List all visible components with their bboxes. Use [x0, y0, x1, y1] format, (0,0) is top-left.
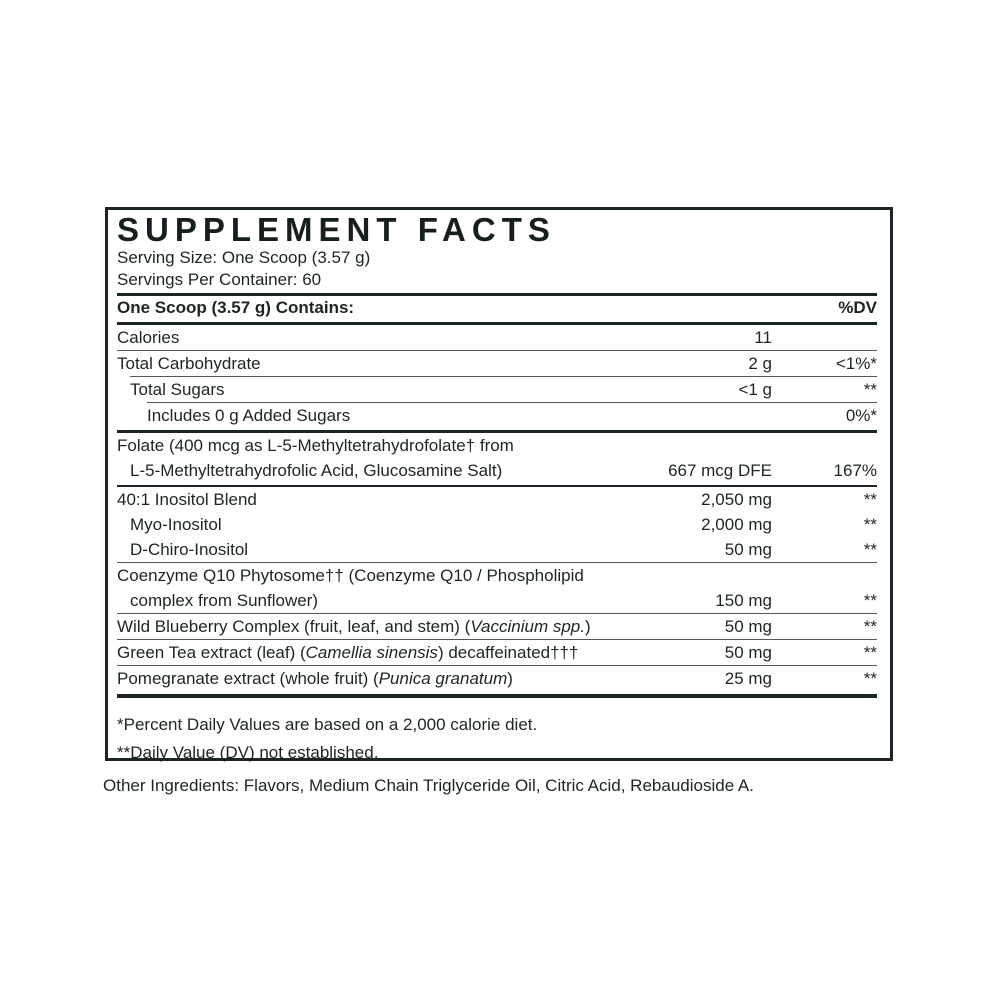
- nutrient-name: 40:1 Inositol Blend: [117, 490, 257, 509]
- footnote-daily-values: *Percent Daily Values are based on a 2,000 calorie diet.: [117, 715, 538, 734]
- table-header-row: [117, 296, 877, 320]
- nutrient-row: [117, 588, 877, 613]
- nutrient-name: Total Carbohydrate: [117, 354, 261, 373]
- nutrient-row: [117, 433, 877, 458]
- nutrient-dv: <1%*: [835, 354, 877, 373]
- nutrient-amount: 150 mg: [715, 591, 772, 610]
- nutrient-amount: <1 g: [738, 380, 772, 399]
- nutrient-name: Wild Blueberry Complex (fruit, leaf, and stem) (Vaccinium spp.): [117, 617, 591, 636]
- nutrient-dv: **: [863, 515, 877, 534]
- nutrient-name: L-5-Methyltetrahydrofolic Acid, Glucosamine Salt): [130, 461, 503, 480]
- nutrient-row: [117, 614, 877, 639]
- nutrient-amount: 11: [754, 328, 772, 347]
- nutrient-amount: 50 mg: [724, 643, 772, 662]
- nutrient-row: [117, 458, 877, 483]
- contains-column-header: One Scoop (3.57 g) Contains:: [117, 298, 355, 317]
- nutrient-amount: 667 mcg DFE: [668, 461, 772, 480]
- nutrient-dv: **: [863, 591, 877, 610]
- panel-title: SUPPLEMENT FACTS: [117, 211, 556, 248]
- nutrient-row: [117, 537, 877, 562]
- nutrient-dv: **: [863, 490, 877, 509]
- supplement-facts-panel: [105, 207, 893, 761]
- nutrient-row: [117, 325, 877, 350]
- nutrient-amount: 50 mg: [724, 540, 772, 559]
- nutrient-row: [117, 563, 877, 588]
- nutrient-amount: 50 mg: [724, 617, 772, 636]
- nutrient-row: [117, 403, 877, 428]
- nutrient-amount: 2,000 mg: [701, 515, 772, 534]
- nutrient-dv: **: [863, 540, 877, 559]
- serving-size: Serving Size: One Scoop (3.57 g): [117, 248, 371, 267]
- nutrient-amount: 2,050 mg: [701, 490, 772, 509]
- other-ingredients: Other Ingredients: Flavors, Medium Chain Triglyceride Oil, Citric Acid, Rebaudioside A.: [103, 776, 754, 795]
- nutrient-name: Myo-Inositol: [130, 515, 222, 534]
- nutrient-row: [117, 640, 877, 665]
- nutrient-dv: 0%*: [845, 406, 877, 425]
- dv-column-header: %DV: [838, 298, 877, 317]
- nutrient-row: [117, 512, 877, 537]
- footnotes: [117, 711, 877, 767]
- nutrient-rows: [117, 322, 877, 691]
- nutrient-name: Green Tea extract (leaf) (Camellia sinensis) decaffeinated†††: [117, 643, 579, 662]
- nutrient-dv: **: [863, 669, 877, 688]
- nutrient-row: [117, 666, 877, 691]
- nutrient-dv: 167%: [833, 461, 877, 480]
- nutrient-name: Coenzyme Q10 Phytosome†† (Coenzyme Q10 / Phospholipid: [117, 566, 584, 585]
- nutrient-name: complex from Sunflower): [130, 591, 319, 610]
- nutrient-name: Folate (400 mcg as L-5-Methyltetrahydrofolate† from: [117, 436, 514, 455]
- nutrient-name: Pomegranate extract (whole fruit) (Punica granatum): [117, 669, 513, 688]
- nutrient-row: [117, 377, 877, 402]
- nutrient-dv: **: [863, 617, 877, 636]
- nutrient-row: [117, 351, 877, 376]
- servings-per-container: Servings Per Container: 60: [117, 270, 322, 289]
- nutrient-amount: 25 mg: [724, 669, 772, 688]
- nutrient-name: Calories: [117, 328, 180, 347]
- nutrient-name: Total Sugars: [130, 380, 225, 399]
- nutrient-amount: 2 g: [748, 354, 772, 373]
- nutrient-name: D-Chiro-Inositol: [130, 540, 249, 559]
- nutrient-row: [117, 487, 877, 512]
- separator-rule: [117, 694, 877, 698]
- nutrient-dv: **: [863, 380, 877, 399]
- nutrient-name: Includes 0 g Added Sugars: [147, 406, 351, 425]
- nutrient-dv: **: [863, 643, 877, 662]
- footnote-dv-not-established: **Daily Value (DV) not established.: [117, 743, 379, 762]
